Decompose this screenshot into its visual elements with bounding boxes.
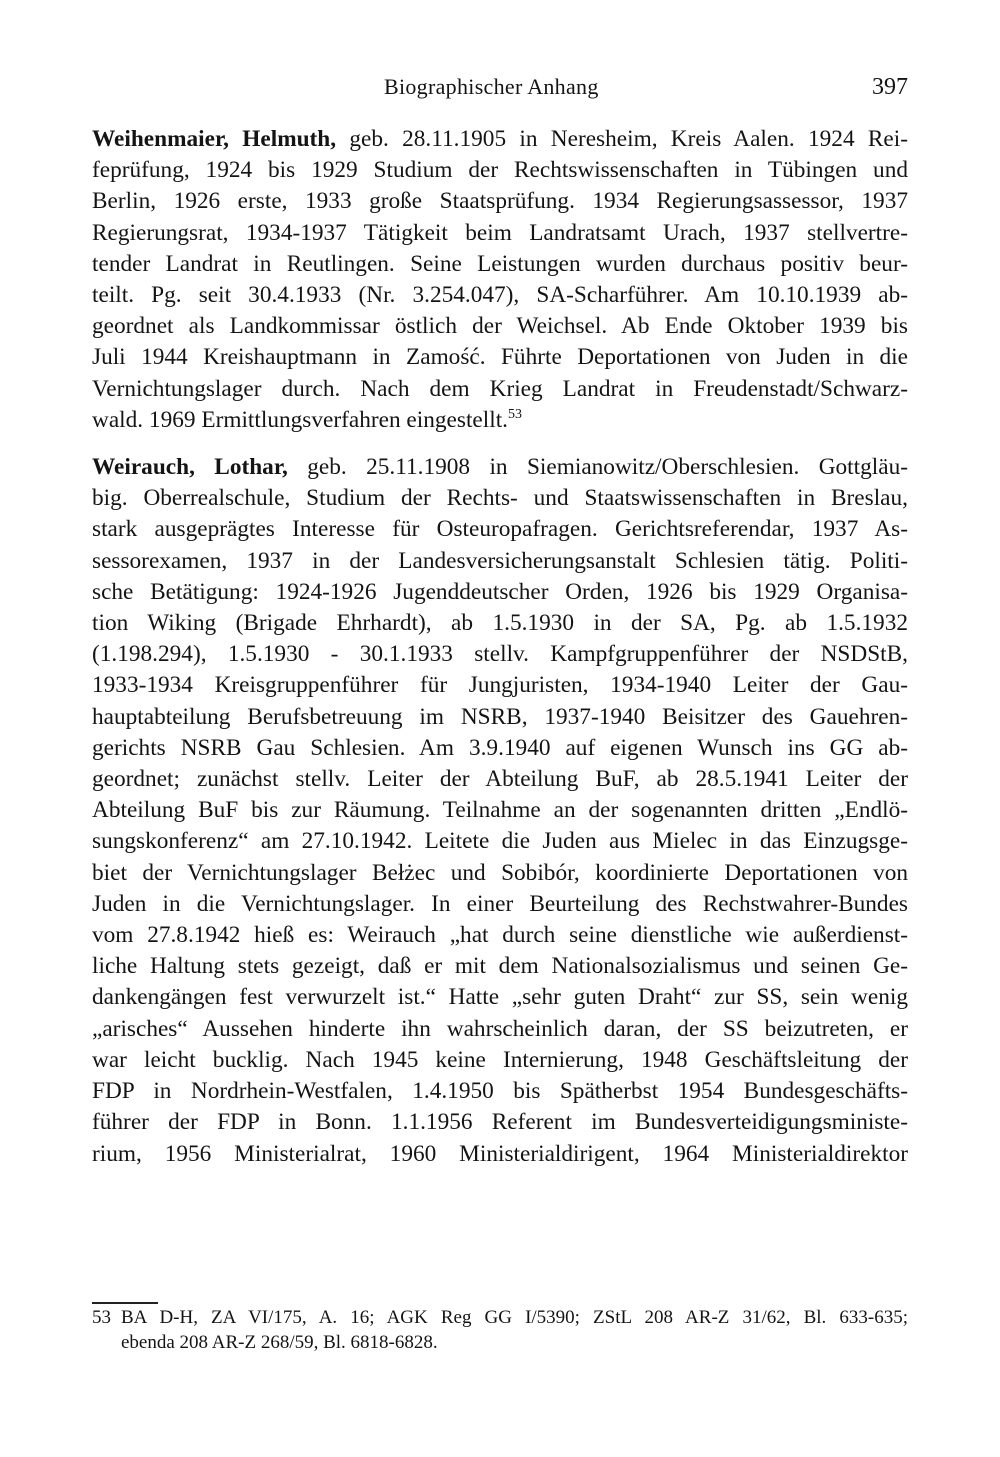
entry-line: vom 27.8.1942 hieß es: Weirauch „hat durch seine dienstliche wie außerdienst- — [92, 922, 908, 949]
entry-line: Abteilung BuF bis zur Räumung. Teilnahme an der sogenannten dritten „Endlö- — [92, 797, 908, 824]
entry-line: hauptabteilung Berufsbetreuung im NSRB, 1937-1940 Beisitzer des Gauehren- — [92, 703, 908, 730]
entry-line: gerichts NSRB Gau Schlesien. Am 3.9.1940 auf eigenen Wunsch ins GG ab- — [92, 734, 908, 761]
entry-line: sessorexamen, 1937 in der Landesversicherungsanstalt Schlesien tätig. Politi- — [92, 547, 908, 574]
entry-line: war leicht bucklig. Nach 1945 keine Internierung, 1948 Geschäftsleitung der — [92, 1046, 908, 1073]
entry-first-line-text: geb. 25.11.1908 in Siemianowitz/Oberschlesien. Gottgläu- — [287, 454, 908, 481]
entry-name: Weirauch, Lothar, — [92, 454, 288, 481]
entry-line: 1933-1934 Kreisgruppenführer für Jungjuristen, 1934-1940 Leiter der Gau- — [92, 672, 908, 699]
entry-first-line — [92, 124, 908, 155]
footnote-number: 53 — [92, 1307, 111, 1328]
running-head: Biographischer Anhang — [384, 74, 599, 99]
entry-first-line-text: geb. 28.11.1905 in Neresheim, Kreis Aalen. 1924 Rei- — [336, 126, 908, 152]
entry-line: geordnet; zunächst stellv. Leiter der Abteilung BuF, ab 28.5.1941 Leiter der — [92, 766, 908, 793]
entry-line: tender Landrat in Reutlingen. Seine Leistungen wurden durchaus positiv beur- — [92, 250, 908, 277]
entry-line: liche Haltung stets gezeigt, daß er mit dem Nationalsozialismus und seinen Ge- — [92, 953, 908, 980]
entry-line: „arisches“ Aussehen hinderte ihn wahrscheinlich daran, der SS beizutreten, er — [92, 1015, 908, 1042]
entry-line: rium, 1956 Ministerialrat, 1960 Ministerialdirigent, 1964 Ministerialdirektor — [92, 1140, 908, 1167]
entry-line: teilt. Pg. seit 30.4.1933 (Nr. 3.254.047), SA-Scharführer. Am 10.10.1939 ab- — [92, 282, 908, 309]
entry-line: Berlin, 1926 erste, 1933 große Staatsprüfung. 1934 Regierungsassessor, 1937 — [92, 188, 908, 215]
entry-line: biet der Vernichtungslager Bełżec und Sobibór, koordinierte Deportationen von — [92, 859, 908, 886]
entry-line: (1.198.294), 1.5.1930 - 30.1.1933 stellv. Kampfgruppenführer der NSDStB, — [92, 641, 908, 668]
footnote-line: ebenda 208 AR-Z 268/59, Bl. 6818-6828. — [121, 1331, 438, 1353]
footnote-53 — [92, 1306, 908, 1355]
entry-first-line — [92, 452, 908, 483]
entry-line: Juli 1944 Kreishauptmann in Zamość. Führte Deportationen von Juden in die — [92, 344, 908, 371]
entry-line: Regierungsrat, 1934-1937 Tätigkeit beim Landratsamt Urach, 1937 stellvertre- — [92, 219, 908, 246]
entry-line: geordnet als Landkommissar östlich der Weichsel. Ab Ende Oktober 1939 bis — [92, 313, 908, 340]
entry-line: führer der FDP in Bonn. 1.1.1956 Referent im Bundesverteidigungsministe- — [92, 1109, 908, 1136]
entry-line: feprüfung, 1924 bis 1929 Studium der Rechtswissenschaften in Tübingen und — [92, 157, 908, 184]
footnote-reference[interactable]: 53 — [508, 406, 522, 422]
entry-line: big. Oberrealschule, Studium der Rechts- und Staatswissenschaften in Breslau, — [92, 485, 908, 512]
entry-line: sungskonferenz“ am 27.10.1942. Leitete die Juden aus Mielec in das Einzugsge- — [92, 828, 908, 855]
entry-line: FDP in Nordrhein-Westfalen, 1.4.1950 bis Spätherbst 1954 Bundesgeschäfts- — [92, 1078, 908, 1105]
footnote-separator — [92, 1302, 158, 1304]
biography-entry-weirauch — [92, 452, 908, 1170]
body-text — [92, 124, 908, 1186]
entry-line: Juden in die Vernichtungslager. In einer Beurteilung des Rechstwahrer-Bundes — [92, 890, 908, 917]
biography-entry-weihenmaier — [92, 124, 908, 436]
page-number: 397 — [872, 74, 908, 100]
entry-line: Vernichtungslager durch. Nach dem Krieg Landrat in Freudenstadt/Schwarz- — [92, 375, 908, 402]
entry-line: sche Betätigung: 1924-1926 Jugenddeutscher Orden, 1926 bis 1929 Organisa- — [92, 578, 908, 605]
entry-line: stark ausgeprägtes Interesse für Osteuropafragen. Gerichtsreferendar, 1937 As- — [92, 516, 908, 543]
entry-name: Weihenmaier, Helmuth, — [92, 126, 337, 152]
entry-last-line-text: wald. 1969 Ermittlungsverfahren eingestellt. — [92, 406, 508, 433]
entry-last-line — [92, 405, 908, 436]
footnote-line: BA D-H, ZA VI/175, A. 16; AGK Reg GG I/5390; ZStL 208 AR-Z 31/62, Bl. 633-635; — [121, 1307, 908, 1328]
page-header — [92, 74, 908, 106]
entry-line: tion Wiking (Brigade Ehrhardt), ab 1.5.1930 in der SA, Pg. ab 1.5.1932 — [92, 610, 908, 637]
footnote-text — [121, 1306, 908, 1355]
entry-line: dankengängen fest verwurzelt ist.“ Hatte „sehr guten Draht“ zur SS, sein wenig — [92, 984, 908, 1011]
